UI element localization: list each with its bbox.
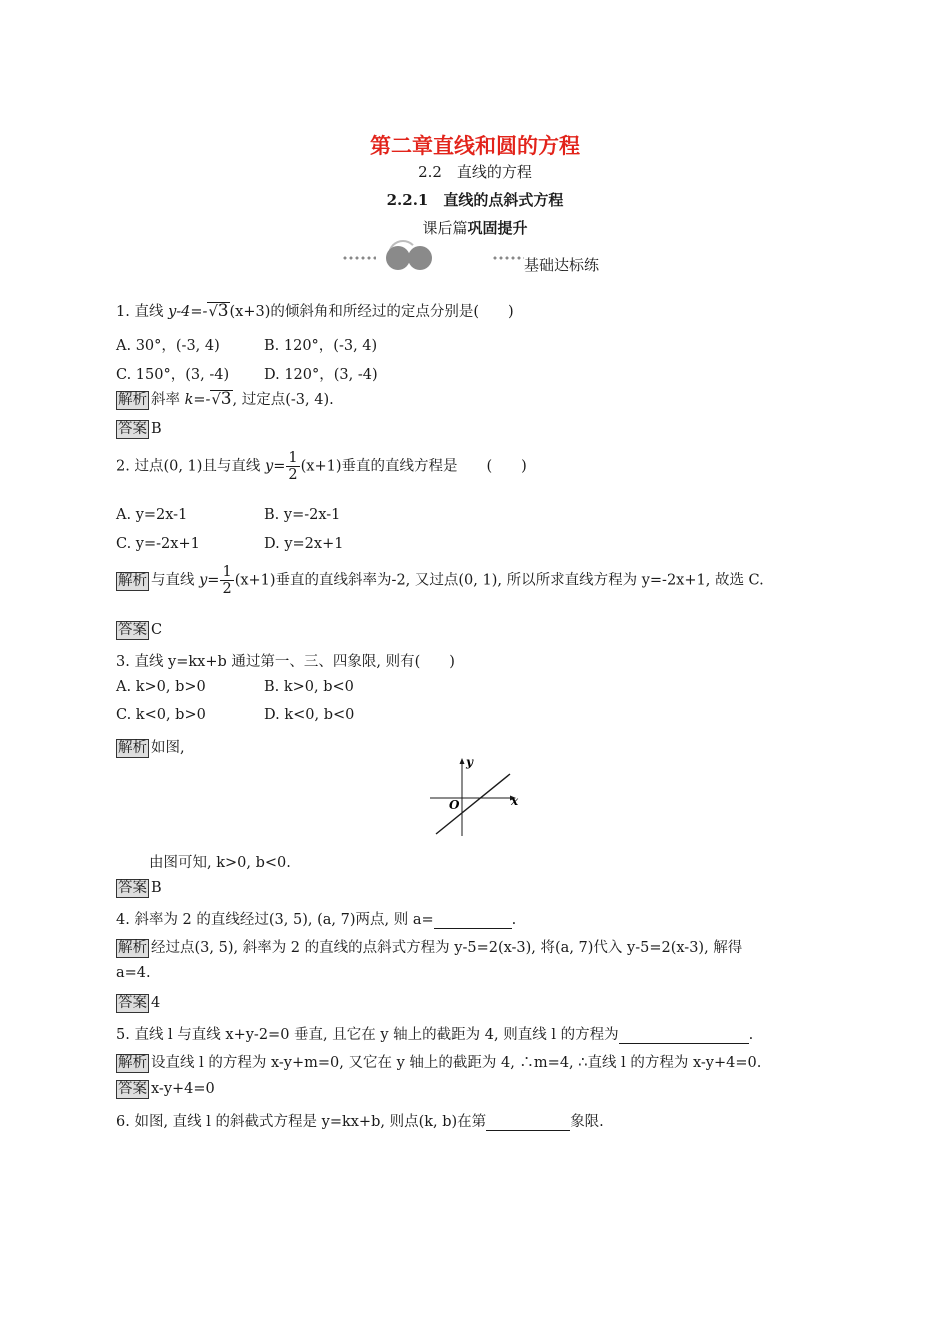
graph-line bbox=[436, 774, 510, 834]
sqrt-symbol: √3 bbox=[208, 301, 229, 321]
banner-circle-left bbox=[386, 246, 410, 270]
banner-circle-right bbox=[408, 246, 432, 270]
q3-analysis: 解析 如图, bbox=[118, 740, 185, 756]
y-axis-arrow bbox=[460, 758, 465, 764]
q3-conclusion: 由图可知, k>0, b<0. bbox=[149, 855, 291, 871]
q1-option-d: D. 120°，(3, -4) bbox=[264, 367, 378, 383]
q2-answer: 答案 C bbox=[118, 622, 163, 638]
q1-option-a: A. 30°，(-3, 4) bbox=[116, 338, 220, 354]
q4-analysis-cont: a=4. bbox=[116, 965, 151, 981]
q3-option-c: C. k<0, b>0 bbox=[116, 707, 206, 723]
q2-option-c: C. y=-2x+1 bbox=[116, 536, 200, 552]
q4-analysis: 解析 经过点(3, 5), 斜率为 2 的直线的点斜式方程为 y-5=2(x-3), 将(a, 7)代入 y-5=2(x-3), 解得 bbox=[118, 940, 743, 956]
analysis-tag: 解析 bbox=[118, 1055, 147, 1071]
q1-analysis: 解析 斜率 k=-√3, 过定点(-3, 4). bbox=[118, 389, 334, 409]
q1-option-c: C. 150°，(3, -4) bbox=[116, 367, 230, 383]
analysis-tag: 解析 bbox=[118, 392, 147, 408]
q3-option-d: D. k<0, b<0 bbox=[264, 707, 355, 723]
q1-answer: 答案 B bbox=[118, 421, 162, 437]
part-title: 课后篇巩固提升 bbox=[422, 219, 528, 237]
q3-answer: 答案 B bbox=[118, 880, 162, 896]
q5-analysis: 解析 设直线 l 的方程为 x-y+m=0, 又它在 y 轴上的截距为 4, ∴m=4, ∴直线 l 的方程为 x-y+4=0. bbox=[118, 1055, 762, 1071]
answer-tag: 答案 bbox=[118, 1081, 147, 1097]
q3-option-b: B. k>0, b<0 bbox=[264, 679, 354, 695]
sqrt-symbol: √3 bbox=[211, 389, 232, 409]
q4-stem: 4. 斜率为 2 的直线经过(3, 5), (a, 7)两点, 则 a= . bbox=[116, 912, 517, 928]
q2-option-d: D. y=2x+1 bbox=[264, 536, 344, 552]
q1-option-b: B. 120°，(-3, 4) bbox=[264, 338, 378, 354]
level-label: 基础达标练 bbox=[524, 256, 600, 274]
answer-tag: 答案 bbox=[118, 995, 147, 1011]
q5-answer-blank[interactable] bbox=[619, 1027, 749, 1044]
q4-answer: 答案 4 bbox=[118, 995, 161, 1011]
q3-graph bbox=[425, 752, 525, 838]
analysis-tag: 解析 bbox=[118, 940, 147, 956]
banner-dots-right bbox=[492, 256, 524, 260]
origin-label: O bbox=[449, 798, 460, 812]
fraction: $\frac{1}{2}$ bbox=[222, 564, 232, 597]
q3-stem: 3. 直线 y=kx+b 通过第一、三、四象限, 则有( ) bbox=[116, 654, 455, 670]
answer-tag: 答案 bbox=[118, 421, 147, 437]
answer-tag: 答案 bbox=[118, 880, 147, 896]
q6-answer-blank[interactable] bbox=[486, 1114, 570, 1131]
banner-dots-left bbox=[342, 256, 376, 260]
section-title: 2.2 直线的方程 bbox=[418, 163, 532, 181]
q2-option-b: B. y=-2x-1 bbox=[264, 507, 341, 523]
analysis-tag: 解析 bbox=[118, 740, 147, 756]
answer-tag: 答案 bbox=[118, 622, 147, 638]
q2-stem: 2. 过点(0, 1)且与直线 y= $\frac{1}{2}$ (x+1)垂直的直线方程是 ( ) bbox=[116, 450, 527, 483]
q5-answer: 答案 x-y+4=0 bbox=[118, 1081, 215, 1097]
q1-stem: 1. 直线 y-4=-√3(x+3)的倾斜角和所经过的定点分别是( ) bbox=[116, 301, 514, 321]
fraction: $\frac{1}{2}$ bbox=[288, 450, 298, 483]
subsection-title: 2.2.1 直线的点斜式方程 bbox=[386, 191, 564, 209]
chapter-title: 第二章直线和圆的方程 bbox=[370, 134, 580, 158]
y-axis-label: y bbox=[466, 755, 473, 769]
q2-analysis: 解析 与直线 y= $\frac{1}{2}$ (x+1)垂直的直线斜率为-2, 又过点(0, 1), 所以所求直线方程为 y=-2x+1, 故选 C. bbox=[118, 564, 764, 597]
q3-option-a: A. k>0, b>0 bbox=[116, 679, 206, 695]
q5-stem: 5. 直线 l 与直线 x+y-2=0 垂直, 且它在 y 轴上的截距为 4, 则直线 l 的方程为 . bbox=[116, 1027, 754, 1043]
analysis-tag: 解析 bbox=[118, 572, 147, 589]
q4-answer-blank[interactable] bbox=[434, 912, 512, 929]
q2-option-a: A. y=2x-1 bbox=[116, 507, 188, 523]
x-axis-label: x bbox=[511, 794, 519, 808]
q6-stem: 6. 如图, 直线 l 的斜截式方程是 y=kx+b, 则点(k, b)在第 象限. bbox=[116, 1114, 604, 1130]
